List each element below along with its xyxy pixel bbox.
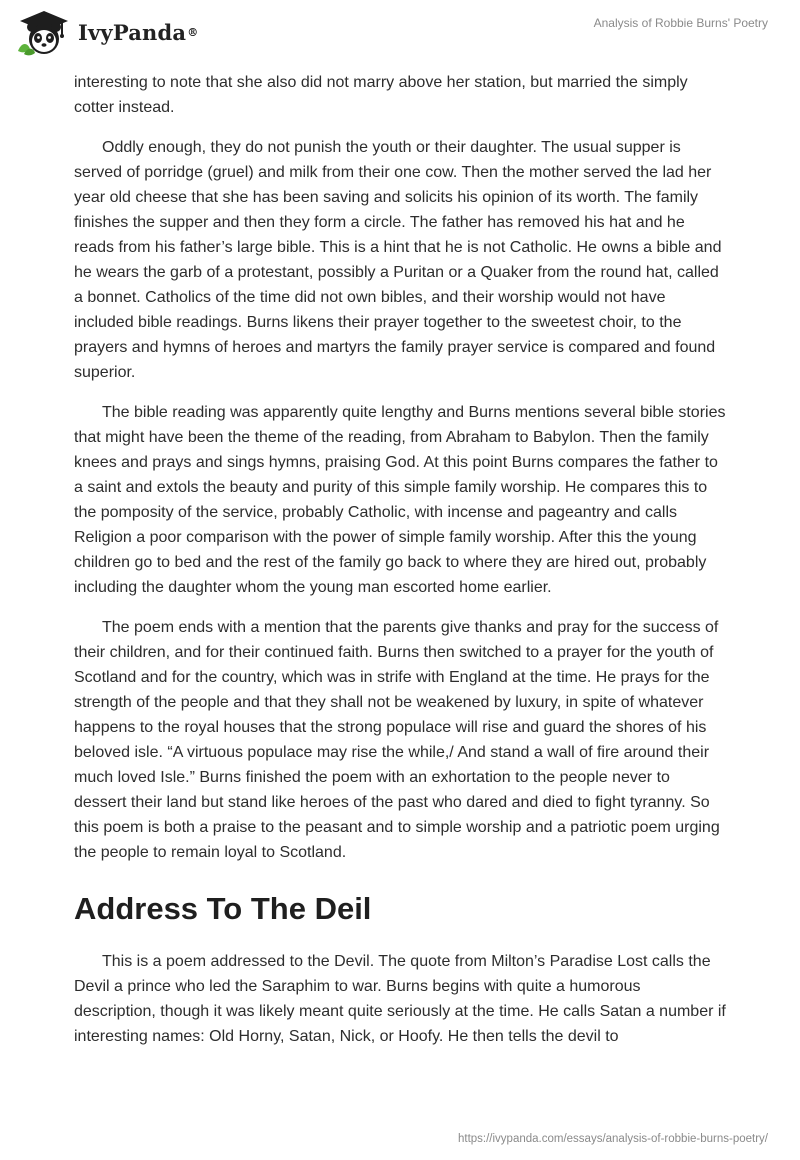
paragraph: Oddly enough, they do not punish the youth or their daughter. The usual supper is served of porridge (gruel) and milk from their one cow. Then the mother served the lad her year old cheese that she has been saving and solicits his opinion of its worth. The family finishes the supper and then they form a circle. The father has removed his hat and he reads from his father’s large bible. This is a hint that he is not Catholic. He owns a bible and he wears the garb of a protestant, possibly a Puritan or a Quaker from the round hat, called a bonnet. Catholics of the time did not own bibles, and their worship would not have included bible readings. Burns likens their prayer together to the sweetest choir, to the prayers and hymns of heroes and martyrs the family prayer service is compared and found superior. xyxy=(74,139,722,381)
paragraph-continuation: interesting to note that she also did not marry above her station, but married the simply cotter instead. xyxy=(74,74,688,116)
document-title: Analysis of Robbie Burns' Poetry xyxy=(593,16,768,30)
source-url[interactable]: https://ivypanda.com/essays/analysis-of-robbie-burns-poetry/ xyxy=(457,1133,768,1145)
essay-body xyxy=(74,70,726,1049)
panda-logo-icon xyxy=(14,7,74,57)
brand-logo[interactable] xyxy=(14,7,198,57)
section-heading: Address To The Deil xyxy=(74,891,372,926)
page-header xyxy=(0,0,800,70)
registered-mark: ® xyxy=(187,25,199,39)
paragraph: The bible reading was apparently quite lengthy and Burns mentions several bible stories that might have been the theme of the reading, from Abraham to Babylon. Then the family knees and prays and sings hymns, praising God. At this point Burns compares the father to a saint and extols the beauty and purity of this simple family worship. He compares this to the pomposity of the service, probably Catholic, with incense and pageantry and calls Religion a poor comparison with the power of simple family worship. After this the young children go to bed and the rest of the family go back to where they are hired out, probably including the daughter whom the young man escorted home earlier. xyxy=(74,404,726,596)
paragraph: The poem ends with a mention that the parents give thanks and pray for the success of their children, and for their continued faith. Burns then switched to a prayer for the youth of Scotland and for the country, which was in strife with England at the time. He prays for the strength of the people and that they shall not be weakened by luxury, in spite of whatever happens to the royal houses that the strong populace will rise and guard the shores of his beloved isle. “A virtuous populace may rise the while,/ And stand a wall of fire around their much loved Isle.” Burns finished the poem with an exhortation to the people never to dessert their land but stand like heroes of the past who dared and died to fight tyranny. So this poem is both a praise to the peasant and to simple worship and a patriotic poem urging the people to remain loyal to Scotland. xyxy=(74,619,720,861)
brand-name: IvyPanda xyxy=(78,19,187,45)
paragraph: This is a poem addressed to the Devil. The quote from Milton’s Paradise Lost calls the Devil a prince who led the Saraphim to war. Burns begins with quite a humorous description, though it was likely meant quite seriously at the time. He calls Satan a number if interesting names: Old Horny, Satan, Nick, or Hoofy. He then tells the devil to xyxy=(74,953,726,1045)
